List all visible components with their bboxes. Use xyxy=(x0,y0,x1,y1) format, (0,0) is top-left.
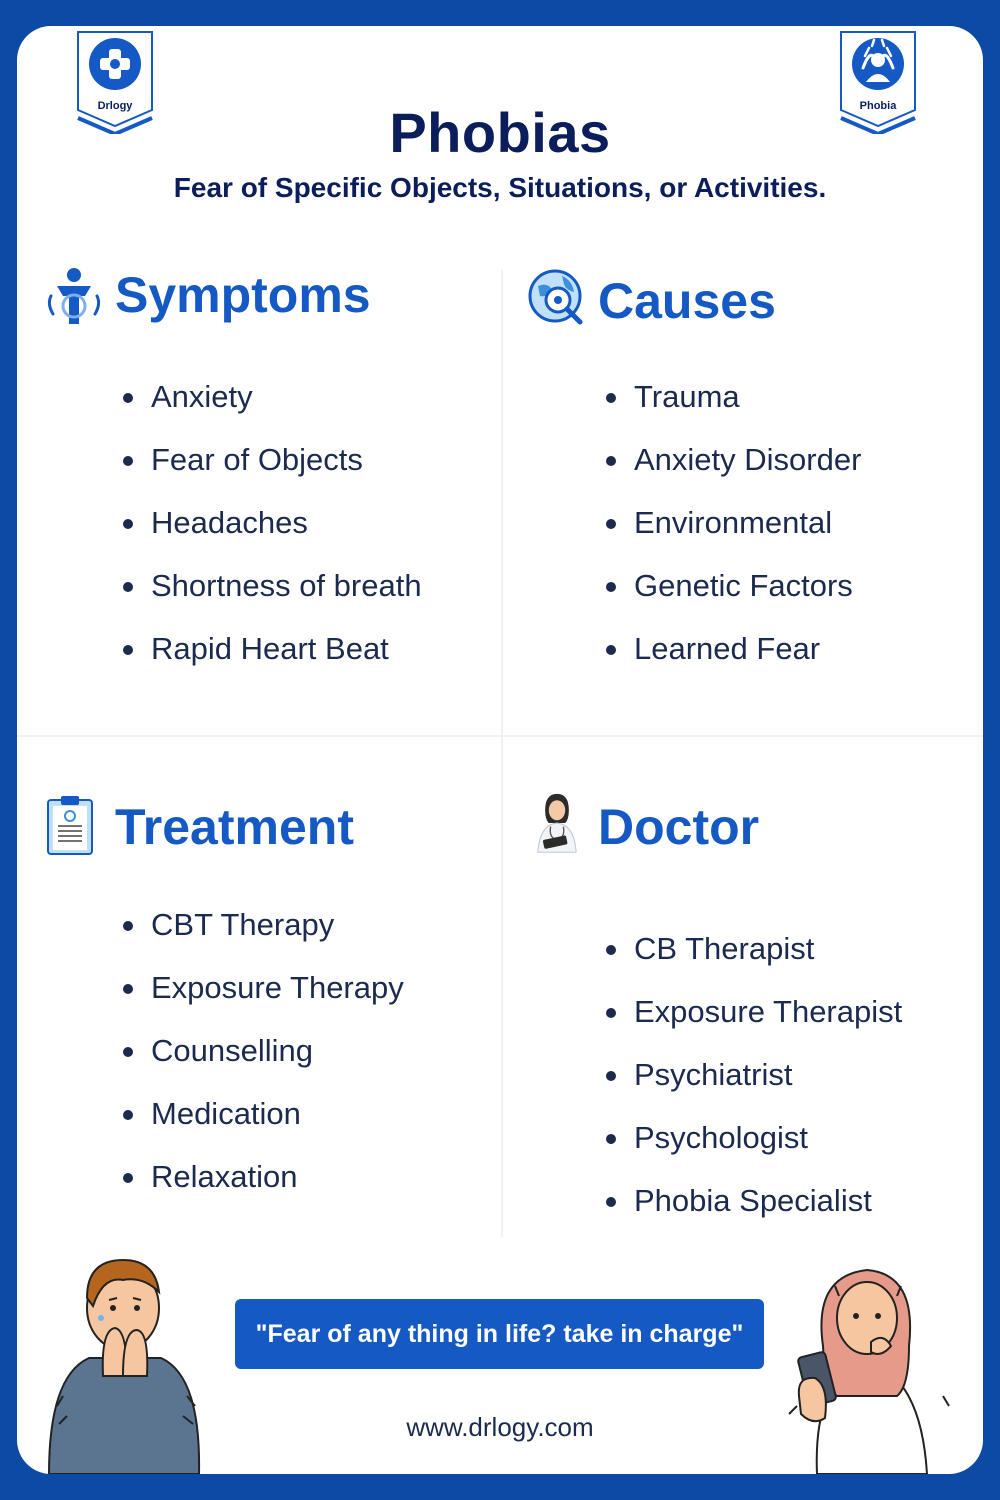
list-item: CB Therapist xyxy=(588,932,902,995)
doctor-icon xyxy=(528,792,586,854)
doctor-section xyxy=(528,792,968,1232)
list-item: Environmental xyxy=(588,506,861,569)
list-item: Fear of Objects xyxy=(105,443,422,506)
symptoms-list xyxy=(105,380,422,695)
causes-section xyxy=(528,268,968,708)
causes-list xyxy=(588,380,861,695)
list-item: Rapid Heart Beat xyxy=(105,632,422,695)
symptoms-section xyxy=(45,266,485,706)
list-item: Genetic Factors xyxy=(588,569,861,632)
treatment-section xyxy=(45,794,485,1234)
list-item: Exposure Therapy xyxy=(105,971,404,1034)
doctor-list xyxy=(588,932,902,1247)
list-item: Trauma xyxy=(588,380,861,443)
symptoms-heading: Symptoms xyxy=(115,267,371,323)
clipboard-icon xyxy=(45,794,103,856)
motivation-quote-banner: "Fear of any thing in life? take in charge" xyxy=(235,1299,764,1369)
page-title: Phobias xyxy=(389,101,611,164)
list-item: Anxiety xyxy=(105,380,422,443)
infographic-card xyxy=(17,26,983,1474)
list-item: Relaxation xyxy=(105,1160,404,1223)
list-item: Phobia Specialist xyxy=(588,1184,902,1247)
list-item: Counselling xyxy=(105,1034,404,1097)
doctor-heading: Doctor xyxy=(598,799,760,855)
page-subtitle: Fear of Specific Objects, Situations, or Activities. xyxy=(173,172,827,203)
list-item: Learned Fear xyxy=(588,632,861,695)
treatment-list xyxy=(105,908,404,1223)
list-item: Exposure Therapist xyxy=(588,995,902,1058)
list-item: Headaches xyxy=(105,506,422,569)
treatment-heading: Treatment xyxy=(115,799,354,855)
body-pain-icon xyxy=(45,266,103,328)
list-item: Psychologist xyxy=(588,1121,902,1184)
list-item: Medication xyxy=(105,1097,404,1160)
list-item: Psychiatrist xyxy=(588,1058,902,1121)
divider-vertical-bottom xyxy=(501,737,503,1237)
list-item: Anxiety Disorder xyxy=(588,443,861,506)
list-item: CBT Therapy xyxy=(105,908,404,971)
website-link[interactable]: www.drlogy.com xyxy=(406,1412,594,1442)
list-item: Shortness of breath xyxy=(105,569,422,632)
drlogy-badge-label: Drlogy xyxy=(97,100,133,112)
divider-vertical-top xyxy=(501,270,503,735)
phobia-badge-label: Phobia xyxy=(859,100,897,112)
globe-search-icon xyxy=(528,268,586,330)
causes-heading: Causes xyxy=(598,273,776,329)
divider-horizontal xyxy=(17,735,983,737)
